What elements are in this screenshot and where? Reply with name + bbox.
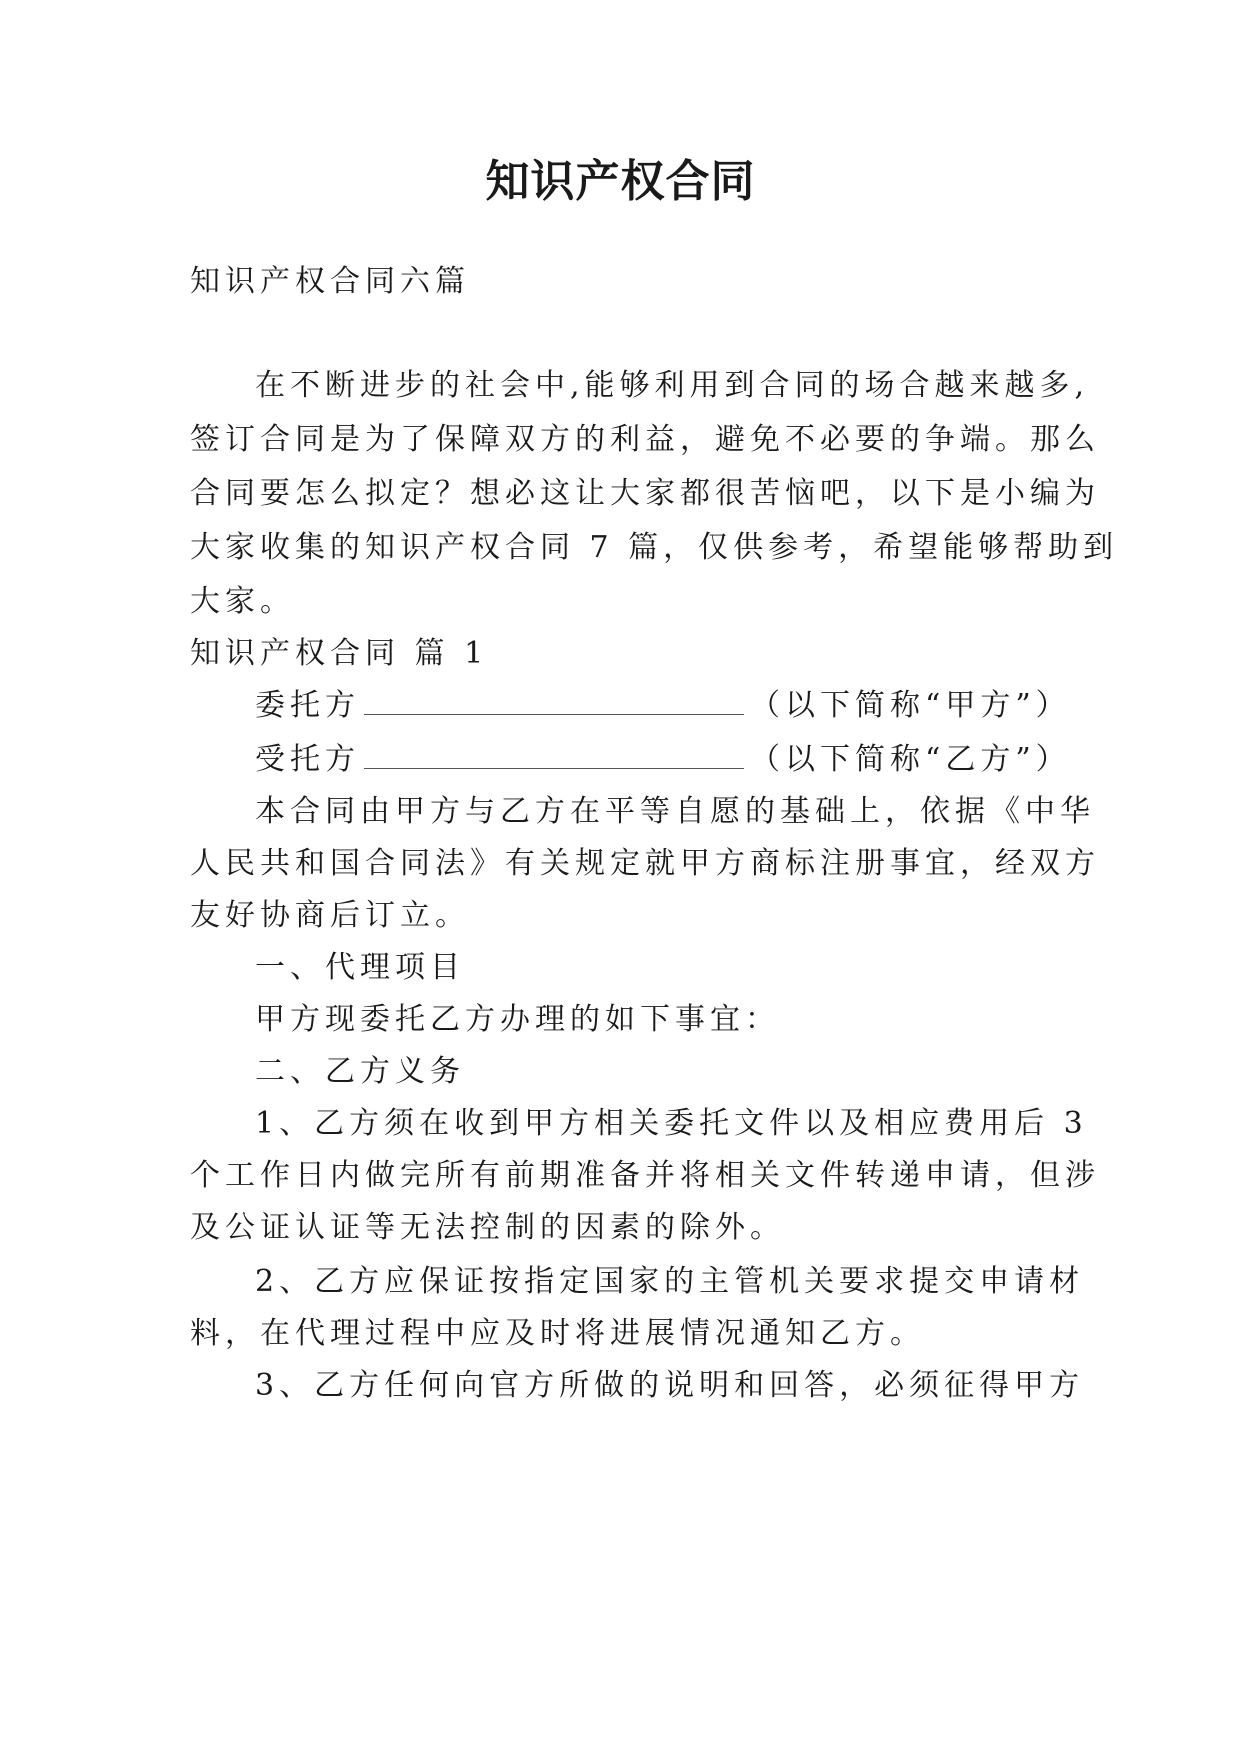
intro-line-3: 合同要怎么拟定？想必这让大家都很苦恼吧，以下是小编为 — [190, 476, 1100, 511]
clause3-line-1: 3、乙方任何向官方所做的说明和回答，必须征得甲方 — [255, 1368, 1085, 1403]
party-a-blank — [364, 688, 744, 715]
party-a-line — [255, 686, 1071, 726]
intro-line-1: 在不断进步的社会中,能够利用到合同的场合越来越多, — [255, 368, 1090, 403]
intro-line-2: 签订合同是为了保障双方的利益，避免不必要的争端。那么 — [190, 422, 1100, 457]
basis-line-1: 本合同由甲方与乙方在平等自愿的基础上，依据《中华 — [255, 794, 1095, 829]
party-b-suffix: （以下简称“乙方”） — [750, 742, 1071, 777]
document-title: 知识产权合同 — [485, 156, 756, 207]
item1-heading: 一、代理项目 — [255, 950, 465, 985]
clause2-line-1: 2、乙方应保证按指定国家的主管机关要求提交申请材 — [255, 1264, 1085, 1299]
party-b-label: 受托方 — [255, 742, 360, 777]
party-a-label: 委托方 — [255, 688, 360, 723]
clause1-line-3: 及公证认证等无法控制的因素的除外。 — [190, 1210, 785, 1245]
party-b-blank — [364, 742, 744, 769]
intro-line-5: 大家。 — [190, 584, 295, 619]
party-a-suffix: （以下简称“甲方”） — [750, 688, 1071, 723]
party-b-line — [255, 740, 1071, 780]
intro-line-4: 大家收集的知识产权合同 7 篇，仅供参考，希望能够帮助到 — [190, 530, 1119, 565]
basis-line-2: 人民共和国合同法》有关规定就甲方商标注册事宜，经双方 — [190, 846, 1100, 881]
clause2-line-2: 料，在代理过程中应及时将进展情况通知乙方。 — [190, 1316, 925, 1351]
clause1-line-1: 1、乙方须在收到甲方相关委托文件以及相应费用后 3 — [255, 1106, 1088, 1141]
section-heading: 知识产权合同 篇 1 — [190, 636, 489, 671]
clause1-line-2: 个工作日内做完所有前期准备并将相关文件转递申请，但涉 — [190, 1158, 1100, 1193]
document-subtitle: 知识产权合同六篇 — [190, 264, 470, 299]
item1-text: 甲方现委托乙方办理的如下事宜： — [255, 1002, 780, 1037]
basis-line-3: 友好协商后订立。 — [190, 898, 470, 933]
item2-heading: 二、乙方义务 — [255, 1054, 465, 1089]
